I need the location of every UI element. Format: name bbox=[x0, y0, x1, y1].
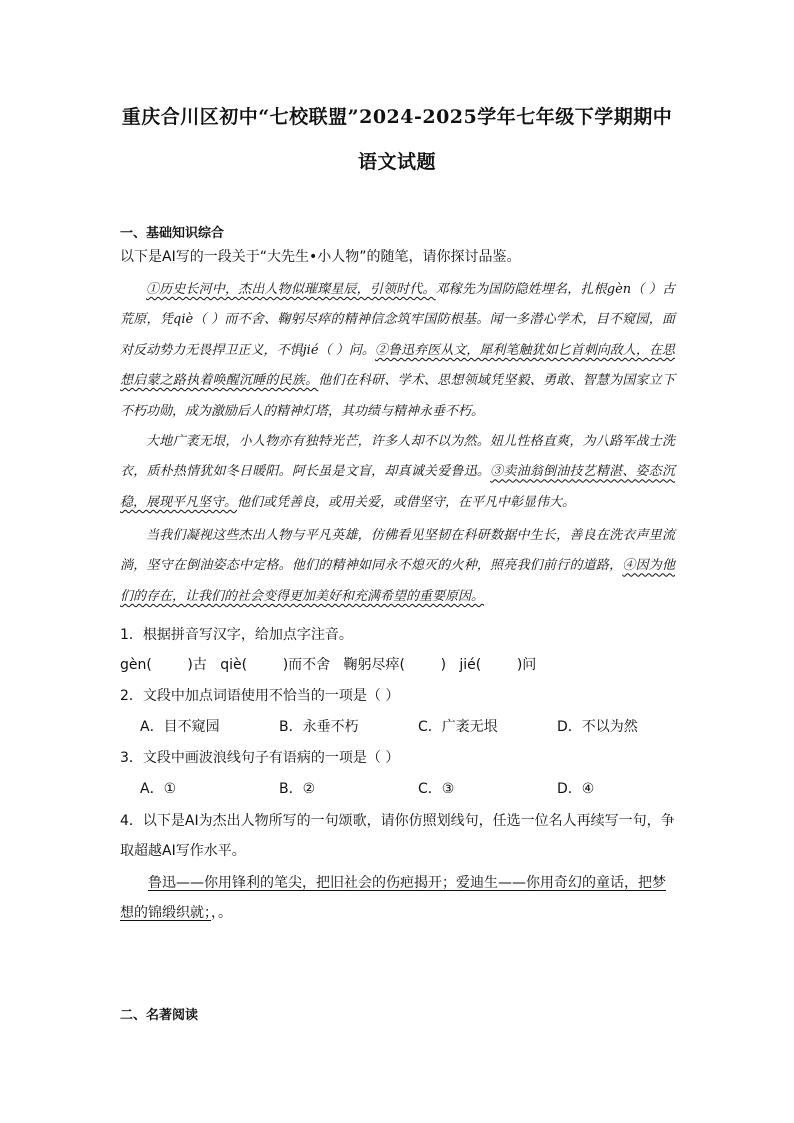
wavy-sentence-3: ③卖油翁倒油技艺精湛、姿态沉稳，展现平凡坚守。 bbox=[120, 464, 675, 510]
option-c: C．③ bbox=[418, 781, 455, 797]
option-a: A．① bbox=[140, 781, 177, 797]
paragraph-text: 他们或凭善良，或用关爱，或借坚守，在平凡中彰显伟大。 bbox=[237, 494, 576, 510]
wavy-sentence-1: ①历史长河中，杰出人物似璀璨星辰，引领时代。 bbox=[146, 282, 436, 297]
option-b: B．永垂不朽 bbox=[279, 719, 359, 735]
question-4-sample-answer bbox=[120, 868, 675, 928]
option-c: C．广袤无垠 bbox=[418, 719, 498, 735]
section-heading-classics: 二、名著阅读 bbox=[120, 1008, 199, 1023]
answer-blank-tail: ，。 bbox=[211, 905, 232, 921]
essay-paragraph-3 bbox=[120, 521, 675, 612]
page-title-line2: 语文试题 bbox=[357, 151, 436, 173]
wavy-sentence-4: ④因为他们的存在，让我们的社会变得更加美好和充满希望的重要原因。 bbox=[120, 558, 675, 604]
paragraph-text: 大地广袤无垠，小人物亦有独特光芒，许多人却不以为然。妞儿性格直爽，为八路军战士洗衣，质朴热情犹如冬日暖阳。阿长虽是文盲，却真诚关爱鲁迅。 bbox=[120, 434, 675, 480]
essay-paragraph-1 bbox=[120, 275, 675, 427]
question-2: 2．文段中加点词语使用不恰当的一项是（ ） bbox=[120, 688, 400, 704]
option-d: D．④ bbox=[557, 781, 595, 797]
option-a: A．目不窥园 bbox=[140, 719, 220, 735]
option-d: D．不以为然 bbox=[557, 719, 638, 735]
section-heading-basics: 一、基础知识综合 bbox=[120, 226, 225, 241]
question-2-options bbox=[140, 716, 696, 736]
page-title-line1: 重庆合川区初中“七校联盟”2024-2025学年七年级下学期期中 bbox=[121, 106, 673, 128]
paragraph-text: 邓稼先为国防隐姓埋名，扎根gèn（ ）古荒原，凭qiè（ ）而不舍、鞠躬尽瘁的精神信念筑牢国防根基。闻一多潜心学术，目不窥园，面对反动势力无畏捍卫正义，不惧jié（ ）问。 bbox=[120, 282, 675, 358]
essay-paragraph-2 bbox=[120, 427, 675, 518]
underlined-sample: 鲁迅——你用锋利的笔尖，把旧社会的伤疤揭开；爱迪生——你用奇幻的童话，把梦想的锦缎织就； bbox=[120, 875, 666, 921]
question-1-fill-line: gèn( )古 qiè( )而不舍 鞠躬尽瘁( ) jié( )问 bbox=[120, 657, 537, 673]
section-intro: 以下是AI写的一段关于“大先生•小人物”的随笔，请你探讨品鉴。 bbox=[120, 249, 521, 265]
question-4: 4．以下是AI为杰出人物所写的一句颂歌，请你仿照划线句，任选一位名人再续写一句，争取超越AI写作水平。 bbox=[120, 813, 675, 859]
question-3: 3．文段中画波浪线句子有语病的一项是（ ） bbox=[120, 750, 400, 766]
option-b: B．② bbox=[279, 781, 316, 797]
paragraph-text: 当我们凝视这些杰出人物与平凡英雄，仿佛看见坚韧在科研数据中生长，善良在洗衣声里流淌，坚守在倒油姿态中定格。他们的精神如同永不熄灭的火种，照亮我们前行的道路， bbox=[120, 528, 675, 574]
paragraph-text: 他们在科研、学术、思想领域凭坚毅、勇敢、智慧为国家立下不朽功勋，成为激励后人的精神灯塔，其功绩与精神永垂不朽。 bbox=[120, 373, 675, 419]
question-3-options bbox=[140, 778, 696, 798]
question-1: 1．根据拼音写汉字，给加点字注音。 bbox=[120, 627, 353, 643]
wavy-sentence-2: ②鲁迅弃医从文，犀利笔触犹如匕首刺向敌人，在思想启蒙之路执着唤醒沉睡的民族。 bbox=[120, 342, 675, 389]
